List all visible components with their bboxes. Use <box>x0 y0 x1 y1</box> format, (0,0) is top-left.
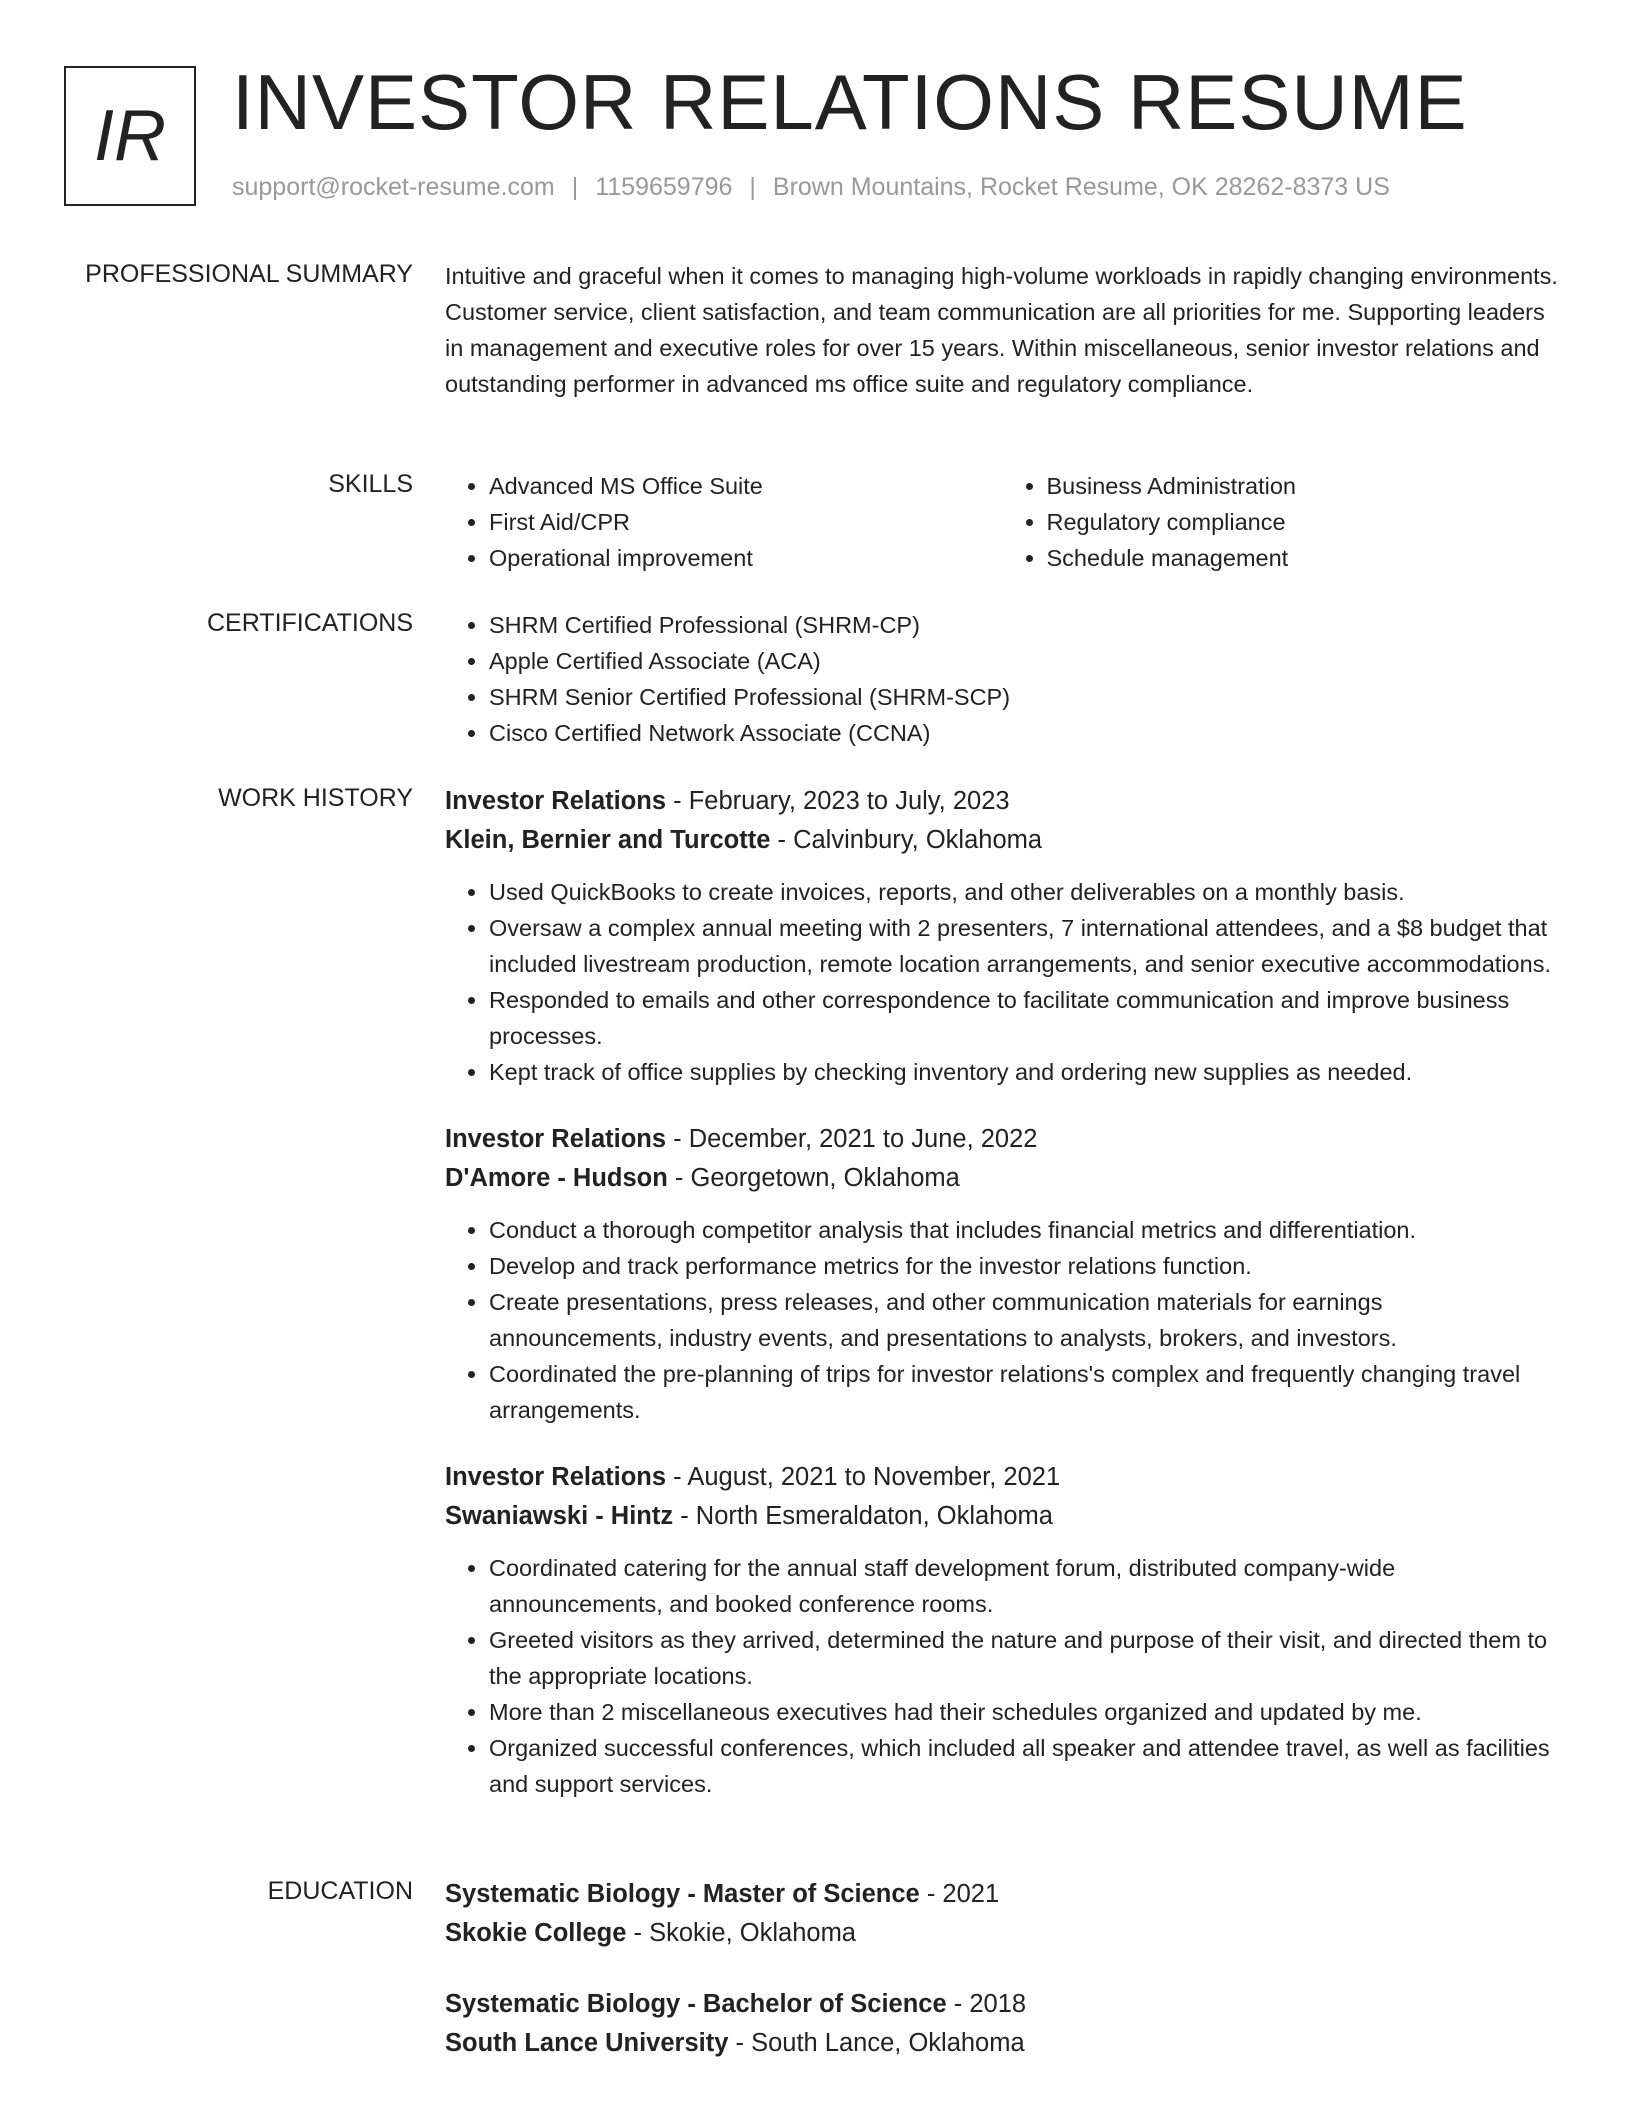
education-degree-line <box>445 1875 1560 1914</box>
job-bullets <box>445 874 1560 1090</box>
education-school: Skokie College <box>445 1919 627 1947</box>
skill-item: • Schedule management <box>1047 540 1561 576</box>
education-label: EDUCATION <box>267 1877 413 1905</box>
skill-item: • Advanced MS Office Suite <box>489 468 1003 504</box>
job-bullet: • Coordinated catering for the annual staff development forum, distributed company-wide announcements, and booked conference rooms. <box>489 1550 1560 1622</box>
contact-address: Brown Mountains, Rocket Resume, OK 28262-8373 US <box>772 173 1390 201</box>
job-bullet: • Organized successful conferences, which included all speaker and attendee travel, as well as facilities and support services. <box>489 1730 1560 1802</box>
job-bullet: • Responded to emails and other correspondence to facilitate communication and improve business processes. <box>489 982 1560 1054</box>
job-location: - Georgetown, Oklahoma <box>667 1164 960 1192</box>
job-bullets <box>445 1212 1560 1428</box>
job-company: Swaniawski - Hintz <box>445 1502 674 1530</box>
education-degree: Systematic Biology - Bachelor of Science <box>445 1990 947 2018</box>
education-school: South Lance University <box>445 2029 729 2057</box>
job-dates: - February, 2023 to July, 2023 <box>666 787 1010 815</box>
work-history-list <box>445 782 1560 1802</box>
job-bullet: • Oversaw a complex annual meeting with 2 presenters, 7 international attendees, and a $8 budget that included livestream production, remote location arrangements, and senior executive accommodations. <box>489 910 1560 982</box>
job-bullet: • More than 2 miscellaneous executives had their schedules organized and updated by me. <box>489 1694 1560 1730</box>
skill-item: • Operational improvement <box>489 540 1003 576</box>
job-dates: - December, 2021 to June, 2022 <box>666 1125 1038 1153</box>
education-school-line <box>445 2024 1560 2063</box>
job-bullets <box>445 1550 1560 1802</box>
job-title: Investor Relations <box>445 1125 667 1153</box>
job-location: - North Esmeraldaton, Oklahoma <box>673 1502 1053 1530</box>
contact-separator: | <box>571 173 579 201</box>
job-entry <box>445 1120 1560 1428</box>
contact-separator: | <box>749 173 756 201</box>
education-school-line <box>445 1914 1560 1953</box>
contact-email[interactable]: support@rocket-resume.com <box>232 173 555 201</box>
summary-label: PROFESSIONAL SUMMARY <box>85 260 413 288</box>
job-company: Klein, Bernier and Turcotte <box>445 826 771 854</box>
skill-item: • First Aid/CPR <box>489 504 1003 540</box>
job-bullet: • Conduct a thorough competitor analysis that includes financial metrics and differentiation. <box>489 1212 1560 1248</box>
job-company-line <box>445 821 1560 860</box>
certifications-list <box>445 607 1560 751</box>
job-title-line <box>445 782 1560 821</box>
education-location: - South Lance, Oklahoma <box>728 2029 1025 2057</box>
contact-phone[interactable]: 1159659796 <box>595 173 733 201</box>
skill-item: • Regulatory compliance <box>1047 504 1561 540</box>
resume-title: INVESTOR RELATIONS RESUME <box>232 58 1468 146</box>
work-history-label: WORK HISTORY <box>218 784 413 812</box>
job-dates: - August, 2021 to November, 2021 <box>666 1463 1061 1491</box>
contact-line <box>232 173 1390 202</box>
job-location: - Calvinbury, Oklahoma <box>770 826 1043 854</box>
certification-item: • Cisco Certified Network Associate (CCNA) <box>489 715 1560 751</box>
job-entry <box>445 782 1560 1090</box>
skills-list <box>445 468 1560 576</box>
education-year: - 2021 <box>919 1880 1000 1908</box>
certification-item: • Apple Certified Associate (ACA) <box>489 643 1560 679</box>
certification-item: • SHRM Senior Certified Professional (SHRM-SCP) <box>489 679 1560 715</box>
job-company: D'Amore - Hudson <box>445 1164 668 1192</box>
certifications-label: CERTIFICATIONS <box>206 609 413 637</box>
job-company-line <box>445 1497 1560 1536</box>
education-entry <box>445 1985 1560 2063</box>
education-location: - Skokie, Oklahoma <box>626 1919 856 1947</box>
job-title-line <box>445 1458 1560 1497</box>
job-bullet: • Develop and track performance metrics for the investor relations function. <box>489 1248 1560 1284</box>
job-title: Investor Relations <box>445 1463 667 1491</box>
job-company-line <box>445 1159 1560 1198</box>
skills-column-left <box>445 468 1003 576</box>
education-list <box>445 1875 1560 2063</box>
skills-label: SKILLS <box>328 470 413 498</box>
job-title-line <box>445 1120 1560 1159</box>
education-degree-line <box>445 1985 1560 2024</box>
certification-item: • SHRM Certified Professional (SHRM-CP) <box>489 607 1560 643</box>
job-bullet: • Coordinated the pre-planning of trips for investor relations's complex and frequently changing travel arrangements. <box>489 1356 1560 1428</box>
skill-item: • Business Administration <box>1047 468 1561 504</box>
job-title: Investor Relations <box>445 787 667 815</box>
education-degree: Systematic Biology - Master of Science <box>445 1880 920 1908</box>
job-bullet: • Greeted visitors as they arrived, determined the nature and purpose of their visit, and directed them to the appropriate locations. <box>489 1622 1560 1694</box>
education-entry <box>445 1875 1560 1953</box>
job-bullet: • Kept track of office supplies by checking inventory and ordering new supplies as needed. <box>489 1054 1560 1090</box>
job-bullet: • Create presentations, press releases, and other communication materials for earnings announcements, industry events, and presentations to analysts, brokers, and investors. <box>489 1284 1560 1356</box>
summary-text: Intuitive and graceful when it comes to managing high-volume workloads in rapidly changing environments. Customer service, client satisfaction, and team communication are all priorities for me. Supporting leaders in management and executive roles for over 15 years. Within miscellaneous, senior investor relations and outstanding performer in advanced ms office suite and regulatory compliance. <box>445 263 1558 397</box>
education-year: - 2018 <box>946 1990 1027 2018</box>
monogram-logo: IR <box>64 66 196 206</box>
skills-column-right <box>1003 468 1561 576</box>
job-bullet: • Used QuickBooks to create invoices, reports, and other deliverables on a monthly basis. <box>489 874 1560 910</box>
job-entry <box>445 1458 1560 1802</box>
